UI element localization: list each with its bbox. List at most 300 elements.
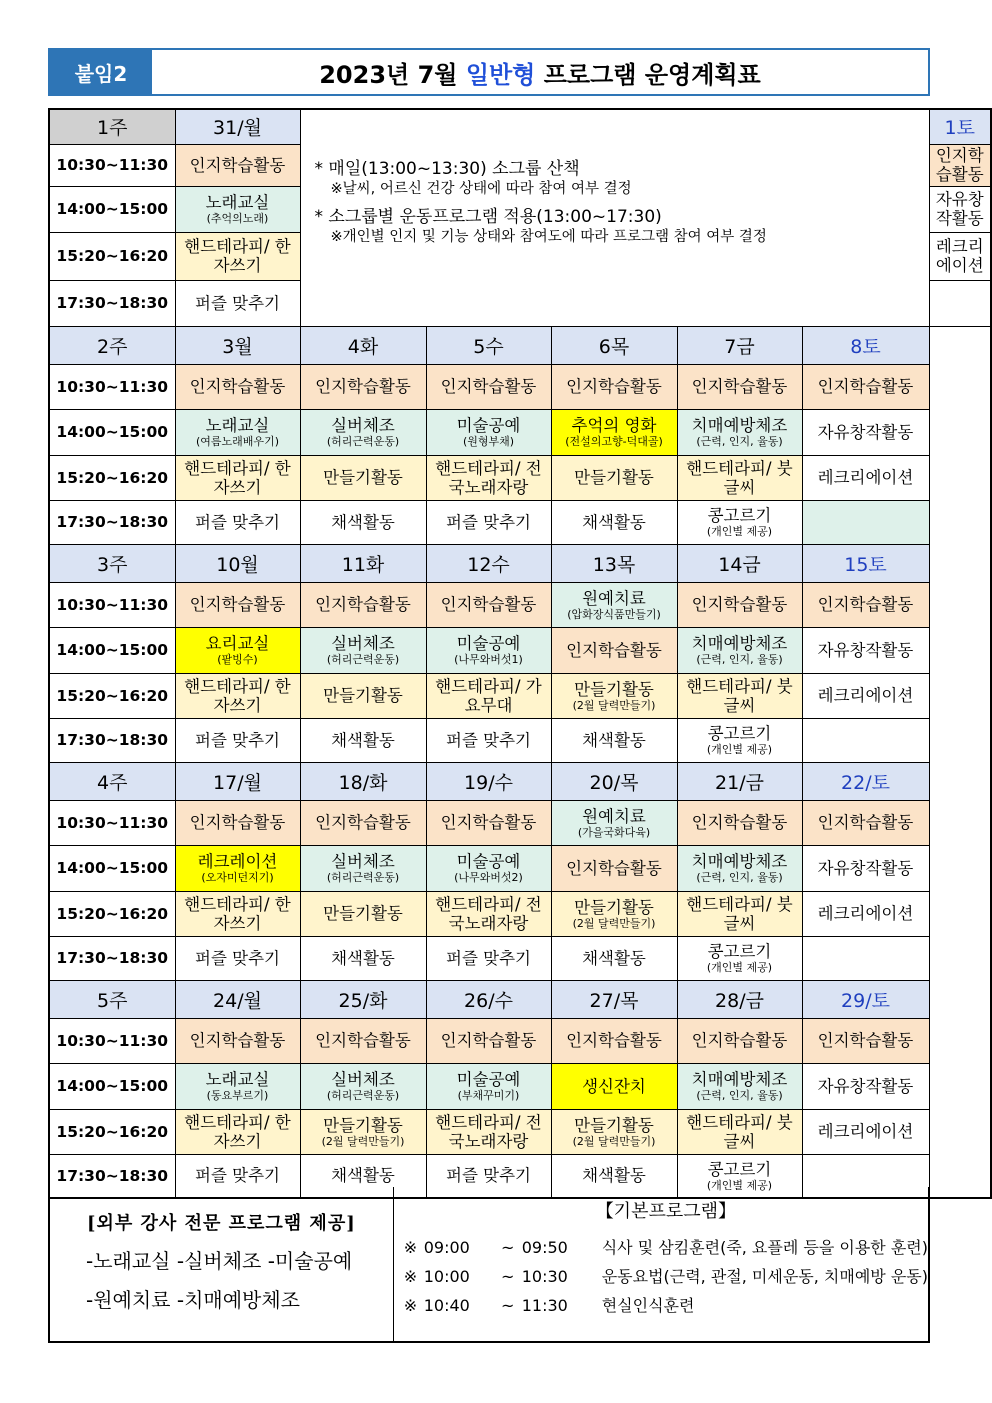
program-name: 인지학습활동 [440,595,537,614]
program-name: 인지학습활동 [691,1031,788,1050]
program-name: 채색활동 [582,512,646,532]
program-cell [677,409,802,455]
program-detail: (허리근력운동) [326,435,400,448]
week-header-row [49,544,991,582]
day-header-saturday: 8토 [802,326,929,364]
program-name: 핸드테라피/ 한자쓰기 [184,237,291,275]
program-cell [175,280,300,326]
program-name: 인지학습활동 [189,813,286,832]
program-name: 인지학습활동 [691,377,788,396]
program-detail: (압화장식품만들기) [567,607,661,621]
program-name: 핸드테라피/ 붓글씨 [686,894,793,933]
basic-description: 식사 및 삼킴훈련(죽, 요플레 등을 이용한 훈련) [601,1238,928,1257]
program-cell [551,718,677,762]
program-name: 핸드테라피/ 전국노래자랑 [435,458,542,497]
program-name: 핸드테라피/ 붓글씨 [686,676,793,715]
schedule-row [49,718,991,762]
program-name: 핸드테라피/ 한자쓰기 [184,676,291,715]
time-slot: 10:30~11:30 [49,364,175,409]
program-name: 핸드테라피/ 붓글씨 [686,458,793,497]
program-cell [175,409,300,455]
program-name: 레크리에이션 [817,904,914,923]
schedule-row [49,936,991,980]
time-slot: 10:30~11:30 [49,144,175,186]
time-slot: 10:30~11:30 [49,1018,175,1063]
program-cell [802,845,929,891]
program-name: 인지학습활동 [817,377,914,396]
day-header: 25/화 [300,980,426,1018]
program-name: 인지학습활동 [189,155,286,175]
program-name: 인지학습활동 [566,377,662,396]
day-header: 20/목 [551,762,677,800]
time-slot: 17:30~18:30 [49,1154,175,1198]
program-cell [175,673,300,718]
program-name: 채색활동 [331,1166,395,1186]
program-name: 인지학습활동 [440,1031,537,1050]
program-cell [677,891,802,936]
program-name: 치매예방체조 [691,852,788,871]
program-cell [551,1063,677,1109]
program-cell [426,845,551,891]
program-name: 퍼즐 맞추기 [195,948,280,968]
program-cell [677,1018,802,1063]
program-name: 핸드테라피/ 가요무대 [435,676,542,715]
program-detail: (2월 달력만들기) [572,698,656,712]
program-name: 인지학습활동 [817,1031,914,1050]
program-name: 채색활동 [582,948,646,968]
program-cell [802,800,929,845]
program-detail: (나무와버섯2) [454,871,523,884]
program-name: 만들기활동 [574,897,654,917]
program-name: 퍼즐 맞추기 [195,293,280,313]
time-slot: 14:00~15:00 [49,1063,175,1109]
note-mark: ※ [403,1296,418,1315]
program-name: 퍼즐 맞추기 [195,512,280,532]
note-exercise: * 소그룹별 운동프로그램 적용(13:00~17:30) [314,207,662,227]
program-cell [929,144,991,186]
time-separator: ~ [501,1238,515,1257]
program-name: 레크리에이션 [817,1122,914,1141]
time-separator: ~ [501,1296,515,1315]
program-cell [175,718,300,762]
note-mark: ※ [403,1238,418,1257]
program-cell [300,845,426,891]
program-cell [175,627,300,673]
day-header: 3월 [175,326,300,364]
program-name: 핸드테라피/ 한자쓰기 [184,1112,291,1151]
program-cell [300,673,426,718]
program-cell [677,800,802,845]
program-name: 자유창작활동 [817,422,914,442]
program-cell [551,582,677,627]
program-cell [300,455,426,500]
program-name: 인지학습활동 [817,595,914,614]
day-header: 11화 [300,544,426,582]
program-name: 실버체조 [331,852,395,871]
time-slot: 17:30~18:30 [49,936,175,980]
program-detail: (근력, 인지, 율동) [696,435,783,448]
day-header-saturday: 15토 [802,544,929,582]
program-detail: (팥빙수) [217,653,258,666]
program-name: 퍼즐 맞추기 [195,730,280,750]
program-cell [802,1063,929,1109]
program-detail: (허리근력운동) [326,871,400,884]
note-mark: ※ [403,1267,418,1286]
program-cell [677,673,802,718]
program-name: 인지학습활동 [315,813,411,832]
program-detail: (부채꾸미기) [457,1089,520,1102]
program-name: 미술공예 [456,852,521,871]
external-line-2: -원예치료 -치매예방체조 [86,1288,300,1312]
program-name: 퍼즐 맞추기 [446,948,531,968]
program-cell [677,1063,802,1109]
program-name: 퍼즐 맞추기 [446,730,531,750]
program-name: 인지학습활동 [691,595,788,614]
program-cell [551,364,677,409]
end-time: 09:50 [521,1238,568,1257]
program-name: 인지학습활동 [189,377,286,396]
program-name: 만들기활동 [323,904,403,923]
program-name: 만들기활동 [574,468,654,487]
program-name: 퍼즐 맞추기 [446,512,531,532]
program-cell [551,409,677,455]
day-header: 31/월 [175,109,300,144]
program-cell [929,186,991,232]
program-cell [677,718,802,762]
program-cell [426,500,551,544]
program-name: 만들기활동 [323,1115,403,1135]
program-cell [175,364,300,409]
program-cell [426,800,551,845]
schedule-row [49,409,991,455]
program-name: 실버체조 [331,416,395,435]
program-cell [802,1018,929,1063]
schedule-row [49,1109,991,1154]
program-name: 채색활동 [582,730,646,750]
basic-item [404,1262,928,1291]
program-name: 미술공예 [456,1070,521,1089]
schedule-row [49,673,991,718]
program-cell [551,627,677,673]
week-label: 4주 [49,762,175,800]
program-name: 자유창작활동 [817,858,914,878]
week-label: 2주 [49,326,175,364]
basic-description: 현실인식훈련 [601,1296,695,1315]
basic-programs [394,1187,928,1341]
program-cell [551,1018,677,1063]
program-name: 인지학습활동 [189,1031,286,1050]
program-name: 인지학습활동 [566,1031,662,1050]
day-header: 19/수 [426,762,551,800]
time-slot: 14:00~15:00 [49,409,175,455]
notes-cell [300,109,929,326]
program-name: 인지학습활동 [935,146,984,184]
program-cell [426,718,551,762]
program-name: 콩고르기 [707,942,772,961]
day-header: 7금 [677,326,802,364]
program-detail: (오자미던지기) [201,871,274,884]
program-name: 콩고르기 [707,506,772,525]
day-header-saturday: 1토 [929,109,991,144]
title-accent: 일반형 [465,60,536,89]
program-name: 생신잔치 [582,1076,646,1096]
program-name: 원예치료 [582,588,646,608]
program-cell [551,500,677,544]
time-slot: 10:30~11:30 [49,582,175,627]
program-cell [802,936,929,980]
program-detail: (근력, 인지, 율동) [696,1089,783,1102]
program-name: 인지학습활동 [315,377,411,396]
day-header: 17/월 [175,762,300,800]
program-cell [300,891,426,936]
time-separator: ~ [501,1267,515,1286]
week-header-row [49,762,991,800]
note-exercise-sub: ※개인별 인지 및 기능 상태와 참여도에 따라 프로그램 참여 여부 결정 [330,229,767,245]
program-cell [300,800,426,845]
program-name: 채색활동 [331,730,395,750]
page-title [152,50,928,94]
schedule-row [49,845,991,891]
program-cell [551,1109,677,1154]
day-header: 6목 [551,326,677,364]
program-name: 추억의 영화 [571,416,657,435]
time-slot: 14:00~15:00 [49,845,175,891]
time-slot: 17:30~18:30 [49,500,175,544]
program-name: 채색활동 [331,948,395,968]
program-name: 인지학습활동 [440,377,537,396]
program-name: 레크리에이션 [817,468,914,487]
program-name: 치매예방체조 [691,634,788,653]
day-header: 10월 [175,544,300,582]
week1-header-row [49,109,991,144]
program-cell [677,364,802,409]
basic-item [404,1233,928,1262]
start-time: 10:40 [423,1296,470,1315]
program-cell [175,232,300,280]
schedule-row [49,1063,991,1109]
program-name: 실버체조 [331,1070,395,1089]
program-name: 레크리에이션 [817,686,914,705]
program-detail: (근력, 인지, 율동) [696,653,783,666]
time-slot: 15:20~16:20 [49,232,175,280]
end-time: 11:30 [521,1296,568,1315]
end-time: 10:30 [521,1267,568,1286]
program-cell [175,1109,300,1154]
program-name: 인지학습활동 [315,595,411,614]
program-name: 자유창작활동 [817,640,914,660]
program-cell [802,891,929,936]
program-cell [929,232,991,280]
program-detail: (나무와버섯1) [454,653,523,666]
day-header-saturday: 22/토 [802,762,929,800]
time-slot: 15:20~16:20 [49,891,175,936]
program-cell [802,455,929,500]
program-name: 노래교실 [205,193,270,212]
document-header [48,48,930,96]
day-header: 5수 [426,326,551,364]
day-header: 28/금 [677,980,802,1018]
program-name: 핸드테라피/ 붓글씨 [686,1112,793,1151]
week-header-row [49,326,991,364]
program-cell [175,144,300,186]
time-slot: 10:30~11:30 [49,800,175,845]
program-cell [426,1109,551,1154]
program-name: 인지학습활동 [189,595,286,614]
program-name: 인지학습활동 [817,813,914,832]
program-cell [175,891,300,936]
schedule-row [49,455,991,500]
day-header: 12수 [426,544,551,582]
program-cell [426,673,551,718]
program-cell [677,582,802,627]
program-name: 노래교실 [205,1070,270,1089]
day-header-saturday: 29/토 [802,980,929,1018]
schedule-body [49,109,991,1198]
program-detail: (2월 달력만들기) [572,916,656,930]
program-cell [802,582,929,627]
program-cell [802,627,929,673]
bottom-section [48,1187,930,1343]
week-label: 3주 [49,544,175,582]
program-name: 실버체조 [331,634,395,653]
program-name: 만들기활동 [323,468,403,487]
attachment-badge: 붙임2 [50,50,152,94]
program-detail: (전설의고향-덕대골) [565,435,663,448]
program-cell [677,845,802,891]
start-time: 10:00 [423,1267,470,1286]
schedule-row [49,627,991,673]
program-detail: (근력, 인지, 율동) [696,871,783,884]
program-cell [300,364,426,409]
program-detail: (2월 달력만들기) [572,1134,656,1148]
program-name: 원예치료 [582,806,646,826]
program-name: 치매예방체조 [691,416,788,435]
program-cell [551,936,677,980]
program-name: 만들기활동 [574,1115,654,1135]
title-prefix: 2023년 7월 [319,60,466,89]
time-slot: 15:20~16:20 [49,673,175,718]
start-time: 09:00 [423,1238,470,1257]
day-header: 18/화 [300,762,426,800]
program-cell [426,409,551,455]
program-cell [175,582,300,627]
program-name: 퍼즐 맞추기 [195,1166,280,1186]
program-name: 핸드테라피/ 한자쓰기 [184,458,291,497]
schedule-row [49,582,991,627]
day-header: 14금 [677,544,802,582]
program-cell [426,1018,551,1063]
program-cell [551,891,677,936]
program-cell [551,845,677,891]
program-cell [175,186,300,232]
program-cell [426,891,551,936]
program-cell [175,1063,300,1109]
day-header: 21/금 [677,762,802,800]
time-slot: 14:00~15:00 [49,627,175,673]
program-detail: (추억의노래) [206,212,269,225]
program-name: 콩고르기 [707,724,772,743]
program-cell [300,582,426,627]
external-title: [외부 강사 전문 프로그램 제공] [86,1213,356,1234]
program-name: 자유창작활동 [935,190,984,228]
time-slot: 17:30~18:30 [49,718,175,762]
program-cell [175,800,300,845]
program-name: 채색활동 [331,512,395,532]
program-name: 채색활동 [582,1166,646,1186]
schedule-row [49,891,991,936]
program-cell [300,627,426,673]
program-name: 인지학습활동 [566,858,662,878]
external-programs [50,1187,394,1341]
note-walk: * 매일(13:00~13:30) 소그룹 산책 [314,159,580,179]
day-header: 13목 [551,544,677,582]
program-cell [300,936,426,980]
program-name: 핸드테라피/ 전국노래자랑 [435,1112,542,1151]
program-name: 인지학습활동 [566,640,662,660]
program-cell [175,1018,300,1063]
program-name: 자유창작활동 [817,1076,914,1096]
program-cell [677,455,802,500]
program-cell [802,500,929,544]
program-cell [300,718,426,762]
program-cell [300,500,426,544]
program-cell [551,800,677,845]
program-name: 콩고르기 [707,1159,772,1179]
program-cell [300,409,426,455]
day-header: 27/목 [551,980,677,1018]
program-cell [300,1063,426,1109]
program-name: 인지학습활동 [691,813,788,832]
program-detail: (허리근력운동) [326,1089,400,1102]
program-name: 인지학습활동 [315,1031,411,1050]
program-name: 만들기활동 [574,679,654,699]
program-cell [426,627,551,673]
program-cell [300,1018,426,1063]
program-detail: (개인별 제공) [706,1178,773,1192]
program-cell [677,500,802,544]
day-header: 24/월 [175,980,300,1018]
program-cell [175,845,300,891]
program-name: 인지학습활동 [440,813,537,832]
program-cell [426,1063,551,1109]
time-slot: 17:30~18:30 [49,280,175,326]
program-detail: (개인별 제공) [706,525,773,538]
program-name: 노래교실 [205,416,270,435]
program-detail: (가을국화다육) [577,825,651,839]
program-name: 만들기활동 [323,686,403,705]
program-detail: (여름노래배우기) [196,435,279,448]
program-name: 미술공예 [456,416,521,435]
schedule-row [49,800,991,845]
schedule-row [49,500,991,544]
program-cell [929,280,991,326]
program-cell [677,936,802,980]
program-cell [175,500,300,544]
week-label: 1주 [49,109,175,144]
program-name: 요리교실 [205,634,270,653]
program-name: 핸드테라피/ 전국노래자랑 [435,894,542,933]
program-cell [677,1109,802,1154]
program-name: 퍼즐 맞추기 [446,1166,531,1186]
note-walk-sub: ※날씨, 어르신 건강 상태에 따라 참여 여부 결정 [330,181,632,197]
program-cell [551,455,677,500]
program-detail: (개인별 제공) [706,743,773,756]
program-detail: (2월 달력만들기) [321,1134,405,1148]
program-name: 레크레이션 [197,852,278,871]
program-name: 치매예방체조 [691,1070,788,1089]
program-cell [802,718,929,762]
program-name: 핸드테라피/ 한자쓰기 [184,894,291,933]
